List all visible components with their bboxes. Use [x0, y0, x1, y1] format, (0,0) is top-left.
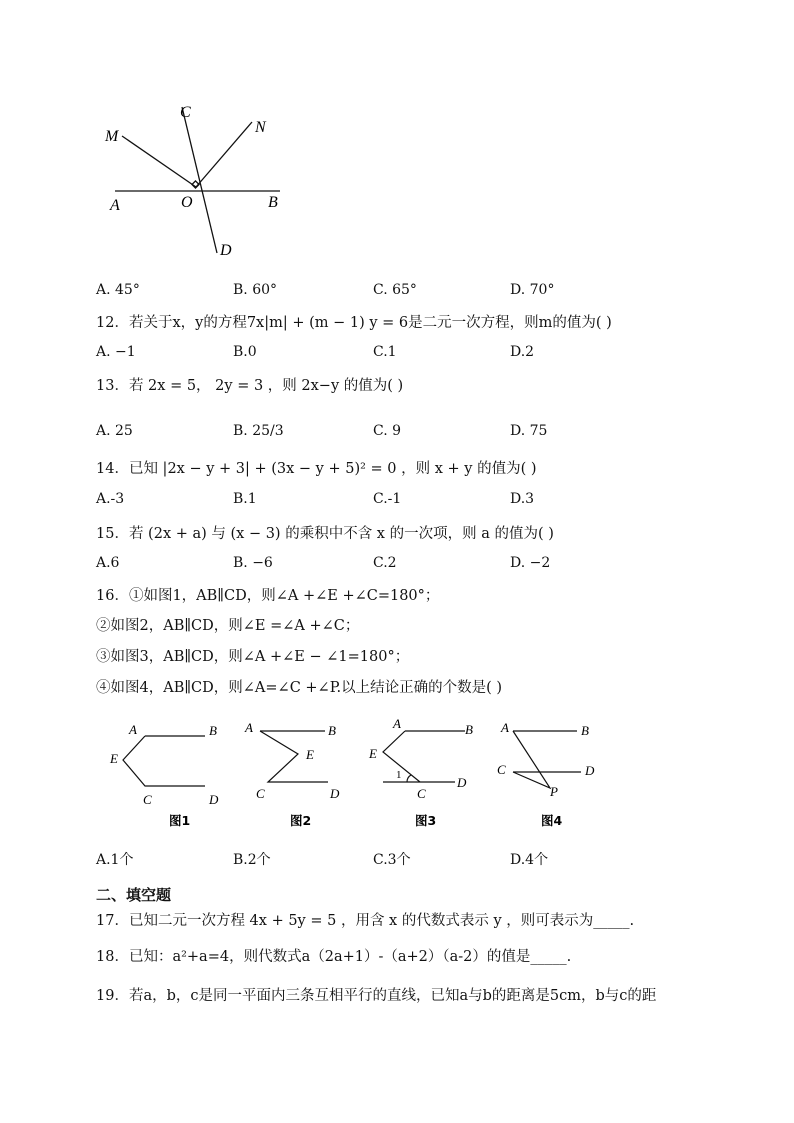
q14-option-a: A.-3 — [96, 491, 125, 507]
svg-text:D: D — [330, 786, 340, 801]
svg-text:E: E — [306, 747, 314, 762]
q15-option-d: D. −2 — [510, 555, 551, 571]
section-fill-in-blank: 二、填空题 — [96, 886, 172, 904]
label-m: M — [105, 128, 119, 145]
ray-om — [122, 136, 196, 187]
svg-text:C: C — [497, 762, 506, 777]
svg-text:E: E — [110, 751, 118, 766]
q16-line-4: ④如图4，AB∥CD，则∠A=∠C +∠P.以上结论正确的个数是( ) — [96, 680, 503, 696]
svg-text:B: B — [209, 723, 217, 738]
q12-option-d: D.2 — [510, 344, 535, 360]
svg-text:1: 1 — [396, 769, 402, 781]
svg-text:C: C — [256, 786, 265, 801]
q11-option-a: A. 45° — [96, 282, 140, 298]
q16-line-2: ②如图2，AB∥CD，则∠E =∠A +∠C； — [96, 618, 360, 634]
q16-line-3: ③如图3，AB∥CD，则∠A +∠E − ∠1=180°； — [96, 649, 410, 665]
q15-text: 15．若 (2x + a) 与 (x − 3) 的乘积中不含 x 的一次项，则 a 的值为( ) — [96, 526, 554, 542]
svg-text:A: A — [129, 722, 137, 737]
label-d: D — [220, 242, 232, 259]
line-cd — [182, 107, 217, 253]
q12-option-b: B.0 — [233, 344, 257, 360]
q16-option-b: B.2个 — [233, 852, 271, 868]
fig2-caption: 图2 — [290, 813, 312, 828]
label-a: A — [110, 197, 120, 214]
ray-on — [196, 122, 252, 187]
q15-option-b: B. −6 — [233, 555, 273, 571]
q16-figure-4 — [495, 718, 615, 833]
q16-option-c: C.3个 — [373, 852, 411, 868]
svg-text:D: D — [209, 792, 219, 807]
q16-option-d: D.4个 — [510, 852, 549, 868]
q13-option-c: C. 9 — [373, 423, 402, 439]
svg-text:D: D — [457, 775, 467, 790]
q16-figure-3 — [365, 714, 495, 834]
q14-option-b: B.1 — [233, 491, 257, 507]
q11-option-b: B. 60° — [233, 282, 278, 298]
q16-line-1: 16．①如图1，AB∥CD，则∠A +∠E +∠C=180°； — [96, 588, 440, 604]
svg-text:E: E — [369, 746, 377, 761]
svg-text:B: B — [328, 723, 336, 738]
q16-figure-1 — [105, 718, 235, 833]
q17-text: 17．已知二元一次方程 4x + 5y = 5 ，用含 x 的代数式表示 y ，则可表示为_____. — [96, 913, 635, 929]
q12-text: 12．若关于x，y的方程7x|m| + (m − 1) y = 6是二元一次方程，则m的值为( ) — [96, 315, 612, 331]
q13-text: 13．若 2x = 5， 2y = 3 ，则 2x−y 的值为( ) — [96, 378, 404, 394]
q12-option-a: A. −1 — [96, 344, 136, 360]
q11-option-c: C. 65° — [373, 282, 417, 298]
q13-option-d: D. 75 — [510, 423, 548, 439]
label-o: O — [181, 194, 193, 211]
svg-text:B: B — [581, 723, 589, 738]
fig4-caption: 图4 — [541, 813, 563, 828]
q11-figure — [100, 95, 300, 265]
svg-text:A: A — [245, 720, 253, 735]
fig1-caption: 图1 — [169, 813, 191, 828]
svg-text:B: B — [465, 722, 473, 737]
fig3-caption: 图3 — [415, 813, 437, 828]
q15-option-c: C.2 — [373, 555, 397, 571]
svg-text:C: C — [417, 786, 426, 801]
svg-text:A: A — [501, 720, 509, 735]
q16-option-a: A.1个 — [96, 852, 134, 868]
q19-text: 19．若a，b，c是同一平面内三条互相平行的直线，已知a与b的距离是5cm，b与c的距 — [96, 988, 657, 1004]
q18-text: 18．已知：a²+a=4，则代数式a（2a+1）-（a+2）（a-2）的值是_____. — [96, 949, 572, 965]
q14-option-d: D.3 — [510, 491, 535, 507]
q12-option-c: C.1 — [373, 344, 397, 360]
q13-option-a: A. 25 — [96, 423, 133, 439]
q15-option-a: A.6 — [96, 555, 120, 571]
label-c: C — [180, 104, 191, 121]
q14-option-c: C.-1 — [373, 491, 402, 507]
svg-text:A: A — [393, 716, 401, 731]
svg-text:P: P — [550, 784, 558, 799]
q16-figure-2 — [240, 718, 360, 833]
q14-text: 14．已知 |2x − y + 3| + (3x − y + 5)² = 0 ，则 x + y 的值为( ) — [96, 461, 537, 477]
q13-option-b: B. 25/3 — [233, 423, 284, 439]
svg-text:D: D — [585, 763, 595, 778]
svg-text:C: C — [143, 792, 152, 807]
label-n: N — [255, 119, 266, 136]
q11-option-d: D. 70° — [510, 282, 555, 298]
label-b: B — [268, 194, 278, 211]
